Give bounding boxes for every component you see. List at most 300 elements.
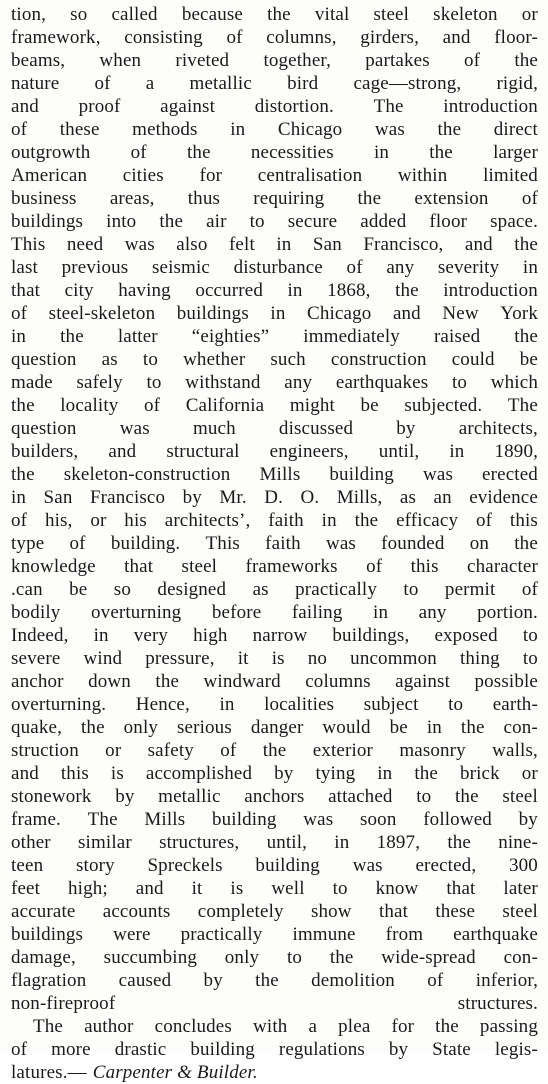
word: the — [60, 326, 84, 347]
word: disturbance — [233, 257, 323, 278]
word: of — [475, 510, 493, 531]
word: a — [145, 73, 155, 94]
word: be — [519, 349, 538, 370]
word: by — [518, 809, 538, 830]
word: whether — [183, 349, 246, 370]
word: within — [397, 165, 448, 186]
word: is — [110, 763, 124, 784]
word: so — [70, 4, 88, 25]
word: the — [514, 533, 538, 554]
word: need — [66, 234, 104, 255]
word: uncommon — [350, 648, 437, 669]
word: against — [395, 671, 451, 692]
word: larger — [493, 142, 538, 163]
text-line — [11, 624, 538, 647]
word: by — [203, 970, 223, 991]
word: was — [303, 809, 334, 830]
word: caused — [118, 970, 172, 991]
word: to — [448, 694, 464, 715]
text-line — [11, 49, 538, 72]
word: in — [287, 280, 303, 301]
word: and — [108, 441, 137, 462]
word: the — [329, 947, 354, 968]
word: question — [11, 418, 77, 439]
word: was — [124, 234, 155, 255]
word: any — [386, 257, 415, 278]
word: in — [219, 694, 235, 715]
word: building — [211, 809, 277, 830]
word: this — [509, 510, 538, 531]
text-line — [11, 647, 538, 670]
text-line — [11, 992, 538, 1015]
word: of — [463, 50, 481, 71]
word: which — [490, 372, 538, 393]
word: pressure, — [145, 648, 215, 669]
word: 1868, — [327, 280, 371, 301]
word: thing — [459, 648, 500, 669]
source-citation: Carpenter & Builder. — [92, 1062, 258, 1083]
word: be — [389, 717, 408, 738]
word: from — [385, 924, 424, 945]
word: to — [249, 211, 265, 232]
word: is — [271, 648, 285, 669]
word: followed — [423, 809, 492, 830]
word: city — [64, 280, 94, 301]
word: Francisco — [89, 487, 166, 508]
word: danger — [250, 717, 304, 738]
word: immune — [292, 924, 356, 945]
word: very — [133, 625, 169, 646]
word: exposed — [434, 625, 498, 646]
word: floor- — [494, 27, 538, 48]
word: structures. — [457, 993, 538, 1014]
text-line — [11, 923, 538, 946]
word: San — [43, 487, 73, 508]
word: would — [322, 717, 371, 738]
word: anchor — [11, 671, 64, 692]
word: discussed — [278, 418, 354, 439]
word: buildings — [11, 211, 84, 232]
word: to — [332, 878, 348, 899]
word: question — [11, 349, 77, 370]
word: tion, — [11, 4, 47, 25]
word: an — [433, 487, 452, 508]
word: areas, — [109, 188, 155, 209]
text-line — [11, 532, 538, 555]
word: by — [388, 1039, 409, 1060]
word: by — [274, 763, 294, 784]
text-line — [11, 762, 538, 785]
text-line — [11, 785, 538, 808]
word: architects’, — [164, 510, 251, 531]
word: frameworks — [245, 556, 338, 577]
word: of — [521, 188, 538, 209]
word: building. — [110, 533, 181, 554]
word: latter — [117, 326, 158, 347]
word: the — [262, 740, 287, 761]
word: of — [346, 257, 363, 278]
word: and — [11, 763, 39, 784]
word: riveted — [175, 50, 230, 71]
word: introduction — [443, 96, 538, 117]
word: type — [11, 533, 45, 554]
word: high — [193, 625, 228, 646]
word: author — [84, 1016, 134, 1037]
word: the — [255, 970, 279, 991]
text-line — [11, 325, 538, 348]
word: overturning — [91, 602, 182, 623]
word: before — [211, 602, 262, 623]
word: was — [352, 855, 383, 876]
body-paragraph — [11, 3, 538, 1015]
word: masonry — [399, 740, 466, 761]
word: show — [310, 901, 352, 922]
word: failing — [291, 602, 343, 623]
word: centralisation — [257, 165, 363, 186]
word: subject — [363, 694, 419, 715]
word: to — [286, 947, 303, 968]
word: direct — [493, 119, 538, 140]
word: walls, — [492, 740, 538, 761]
word: Chicago — [307, 303, 372, 324]
word: building — [329, 464, 394, 485]
word: of — [427, 970, 444, 991]
word: so — [113, 579, 131, 600]
word: of — [130, 142, 147, 163]
word: windward — [203, 671, 281, 692]
word: know — [375, 878, 419, 899]
word: having — [118, 280, 171, 301]
word: demolition — [311, 970, 395, 991]
word: such — [270, 349, 306, 370]
word: engineers, — [269, 441, 349, 462]
word: architects, — [458, 418, 538, 439]
word: by — [182, 487, 202, 508]
text-line — [11, 854, 538, 877]
word: added — [360, 211, 407, 232]
word: quake, — [11, 717, 63, 738]
word: The — [87, 809, 118, 830]
word: in — [334, 832, 350, 853]
word: the — [437, 119, 462, 140]
word: metallic — [158, 786, 221, 807]
word: to — [522, 648, 538, 669]
word: possible — [474, 671, 538, 692]
text-line — [11, 716, 538, 739]
word: in — [449, 441, 465, 462]
word: necessities — [250, 142, 334, 163]
word: knowledge — [11, 556, 96, 577]
word: practically — [180, 924, 263, 945]
word: O. — [300, 487, 320, 508]
word: cage—strong, — [353, 73, 462, 94]
word: the — [186, 142, 211, 163]
word: Chicago — [277, 119, 343, 140]
word: damage, — [11, 947, 76, 968]
word: previous — [61, 257, 129, 278]
word: introduction — [443, 280, 538, 301]
word: of — [144, 395, 161, 416]
word: the — [395, 280, 419, 301]
word: Hence, — [135, 694, 190, 715]
word: con- — [503, 947, 538, 968]
word: any — [284, 372, 313, 393]
word: to — [451, 372, 468, 393]
word: the — [429, 142, 453, 163]
word: accounts — [102, 901, 171, 922]
text-line — [11, 486, 538, 509]
word: story — [75, 855, 115, 876]
word: his, — [44, 510, 73, 531]
word: character — [467, 556, 538, 577]
closing-line — [11, 1061, 538, 1084]
word: be — [69, 579, 88, 600]
word: in — [93, 625, 109, 646]
word: were — [113, 924, 151, 945]
word: portion. — [477, 602, 538, 623]
word: tying — [315, 763, 356, 784]
word: of — [11, 303, 28, 324]
word: accurate — [11, 901, 76, 922]
text-line — [11, 969, 538, 992]
text-line — [11, 72, 538, 95]
word: con- — [503, 717, 538, 738]
word: soon — [359, 809, 397, 830]
word: raised — [433, 326, 481, 347]
word: The — [507, 395, 538, 416]
word: legis- — [494, 1039, 538, 1060]
word: be — [360, 395, 379, 416]
word: the — [159, 211, 184, 232]
text-line — [11, 1038, 538, 1061]
word: rigid, — [496, 73, 538, 94]
word: Mr. — [219, 487, 247, 508]
word: that — [124, 556, 154, 577]
text-line — [11, 509, 538, 532]
word: the — [455, 786, 479, 807]
word: requiring — [253, 188, 325, 209]
word: is — [230, 878, 244, 899]
word: of — [226, 27, 243, 48]
word: passing — [479, 1016, 538, 1037]
text-line — [11, 302, 538, 325]
word: in — [11, 487, 27, 508]
text-line — [11, 164, 538, 187]
word: erected — [482, 464, 538, 485]
text-line — [11, 831, 538, 854]
word: State — [432, 1039, 471, 1060]
text-line — [11, 1015, 538, 1038]
word: California — [185, 395, 265, 416]
word: in — [276, 234, 292, 255]
word: bodily — [11, 602, 61, 623]
word: withstand — [185, 372, 261, 393]
word: air — [206, 211, 227, 232]
word: faith — [268, 510, 304, 531]
word: consisting — [124, 27, 203, 48]
text-line — [11, 26, 538, 49]
word: feet — [11, 878, 41, 899]
word: partakes — [365, 50, 430, 71]
word: of — [11, 1039, 28, 1060]
word: the — [354, 510, 379, 531]
word: completely — [197, 901, 284, 922]
word: subjected. — [404, 395, 483, 416]
word: floor — [429, 211, 468, 232]
word: columns — [305, 671, 371, 692]
word: stonework — [11, 786, 92, 807]
word: any — [418, 602, 447, 623]
word: vital — [314, 4, 350, 25]
word: with — [253, 1016, 288, 1037]
word: in — [426, 717, 442, 738]
word: as — [399, 487, 417, 508]
word: faith — [265, 533, 301, 554]
word: San — [312, 234, 342, 255]
word: made — [11, 372, 53, 393]
word: later — [503, 878, 538, 899]
word: was — [325, 533, 356, 554]
word: similar — [78, 832, 132, 853]
text-line — [11, 187, 538, 210]
text-line — [11, 877, 538, 900]
word: building — [190, 1039, 255, 1060]
word: for — [199, 165, 223, 186]
word: drastic — [114, 1039, 167, 1060]
word: columns, — [266, 27, 337, 48]
word: buildings — [176, 303, 249, 324]
text-line — [11, 256, 538, 279]
word: the — [514, 326, 538, 347]
word: narrow — [252, 625, 308, 646]
word: structural — [166, 441, 240, 462]
word: of — [521, 579, 538, 600]
word: only — [224, 947, 260, 968]
word: extension — [414, 188, 489, 209]
text-line — [11, 371, 538, 394]
word: construction — [330, 349, 427, 370]
word: non-fireproof — [11, 993, 116, 1014]
word: skeleton-construction — [63, 464, 231, 485]
text-line — [11, 279, 538, 302]
word: founded — [381, 533, 445, 554]
word: the — [357, 188, 382, 209]
text-line — [11, 118, 538, 141]
word: wide-spread — [381, 947, 476, 968]
text-line — [11, 900, 538, 923]
word: thus — [187, 188, 221, 209]
text-line — [11, 670, 538, 693]
text-line — [11, 808, 538, 831]
word: accomplished — [145, 763, 253, 784]
text-line — [11, 348, 538, 371]
text-line — [11, 693, 538, 716]
word: that — [446, 878, 476, 899]
word: of — [69, 533, 86, 554]
word: safely — [76, 372, 123, 393]
word: of — [11, 510, 28, 531]
word: serious — [177, 717, 232, 738]
word: the — [11, 395, 35, 416]
word: bird — [287, 73, 319, 94]
word: by — [115, 786, 135, 807]
word: it — [191, 878, 203, 899]
word: outgrowth — [11, 142, 91, 163]
word: more — [51, 1039, 91, 1060]
word: or — [105, 740, 122, 761]
word: of — [11, 119, 28, 140]
word: 1890, — [494, 441, 538, 462]
word: efficacy — [396, 510, 459, 531]
word: Mills — [259, 464, 301, 485]
word: Mills — [144, 809, 186, 830]
word: anchors — [244, 786, 305, 807]
word: these — [435, 901, 476, 922]
word: frame. — [11, 809, 61, 830]
text-line — [11, 555, 538, 578]
word: the — [514, 234, 538, 255]
word: New — [442, 303, 479, 324]
word: teen — [11, 855, 44, 876]
word: in — [373, 142, 390, 163]
word: only — [123, 717, 159, 738]
word: steel — [181, 556, 218, 577]
text-line — [11, 739, 538, 762]
word: to — [403, 579, 419, 600]
word: of — [94, 73, 111, 94]
word: that — [378, 901, 409, 922]
word: this — [410, 556, 439, 577]
word: or — [521, 763, 538, 784]
word: no — [307, 648, 328, 669]
word: earth- — [492, 694, 538, 715]
word: designed — [157, 579, 227, 600]
word: a — [308, 1016, 318, 1037]
word: called — [111, 4, 158, 25]
word: .can — [11, 579, 43, 600]
word: might — [289, 395, 335, 416]
word: 1897, — [376, 832, 421, 853]
text-line — [11, 210, 538, 233]
text-line — [11, 578, 538, 601]
word: much — [192, 418, 236, 439]
word: American — [11, 165, 88, 186]
text-line — [11, 417, 538, 440]
word: in — [270, 303, 286, 324]
word: high; — [68, 878, 108, 899]
word: The — [33, 1016, 63, 1037]
word: overturning. — [11, 694, 107, 715]
word: felt — [228, 234, 255, 255]
text-line — [11, 3, 538, 26]
word: building — [255, 855, 320, 876]
word: together, — [263, 50, 332, 71]
word: of — [366, 556, 383, 577]
word: this — [60, 763, 89, 784]
word: in — [522, 257, 538, 278]
word: the — [11, 464, 35, 485]
word: Indeed, — [11, 625, 69, 646]
word: occurred — [195, 280, 263, 301]
word: beams, — [11, 50, 66, 71]
word: wind — [83, 648, 123, 669]
word: erected, — [415, 855, 477, 876]
word: the — [414, 763, 438, 784]
word: and — [135, 878, 164, 899]
word: and — [11, 96, 39, 117]
word: York — [500, 303, 538, 324]
word: the — [514, 50, 538, 71]
